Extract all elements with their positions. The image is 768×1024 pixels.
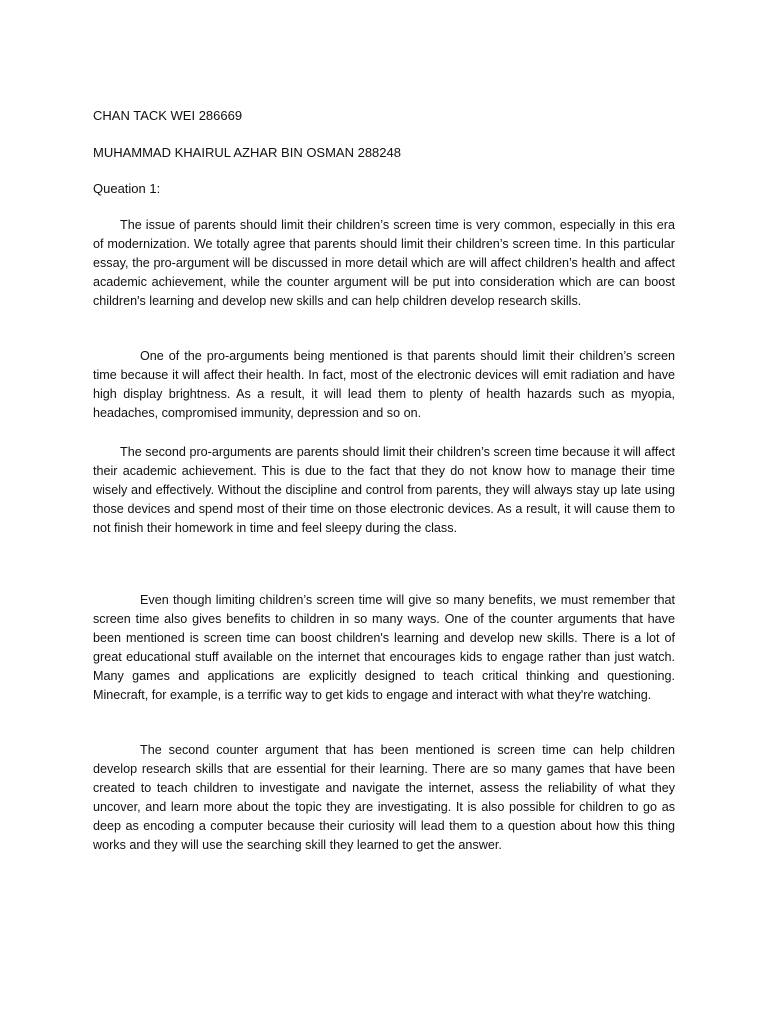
- paragraph-pro-argument-academic: The second pro-arguments are parents should limit their children’s screen time because it will affect their academic achievement. This is due to the fact that they do not know how to manage their time wisely and effectively. Without the discipline and control from parents, they will always stay up late using those devices and spend most of their time on those electronic devices. As a result, it will cause them to not finish their homework in time and feel sleepy during the class.: [93, 445, 675, 535]
- paragraph-counter-argument-research: The second counter argument that has been mentioned is screen time can help children develop research skills that are essential for their learning. There are so many games that have been created to teach children to investigate and navigate the internet, assess the reliability of what they uncover, and learn more about the topic they are investigating. It is also possible for children to go as deep as encoding a computer because their curiosity will lead them to a question about how this thing works and they will use the searching skill they learned to get the answer.: [93, 743, 675, 852]
- question-label: Queation 1:: [93, 181, 161, 196]
- author-name-1: CHAN TACK WEI 286669: [93, 108, 243, 123]
- paragraph-pro-argument-health: One of the pro-arguments being mentioned is that parents should limit their children’s screen time because it will affect their health. In fact, most of the electronic devices will emit radiation and have high display brightness. As a result, it will lead them to plenty of health hazards such as myopia, headaches, compromised immunity, depression and so on.: [93, 349, 675, 420]
- paragraph-introduction: The issue of parents should limit their children’s screen time is very common, especially in this era of modernization. We totally agree that parents should limit their children’s screen time. In this particular essay, the pro-argument will be discussed in more detail which are will affect children’s health and affect academic achievement, while the counter argument will be put into consideration which are can boost children's learning and develop new skills and can help children develop research skills.: [93, 218, 675, 308]
- author-name-2: MUHAMMAD KHAIRUL AZHAR BIN OSMAN 288248: [93, 145, 401, 160]
- paragraph-counter-argument-learning: Even though limiting children’s screen time will give so many benefits, we must remember that screen time also gives benefits to children in so many ways. One of the counter arguments that have been mentioned is screen time can boost children's learning and develop new skills. There is a lot of great educational stuff available on the internet that encourages kids to engage rather than just watch. Many games and applications are explicitly designed to teach critical thinking and questioning. Minecraft, for example, is a terrific way to get kids to engage and interact with what they're watching.: [93, 593, 675, 702]
